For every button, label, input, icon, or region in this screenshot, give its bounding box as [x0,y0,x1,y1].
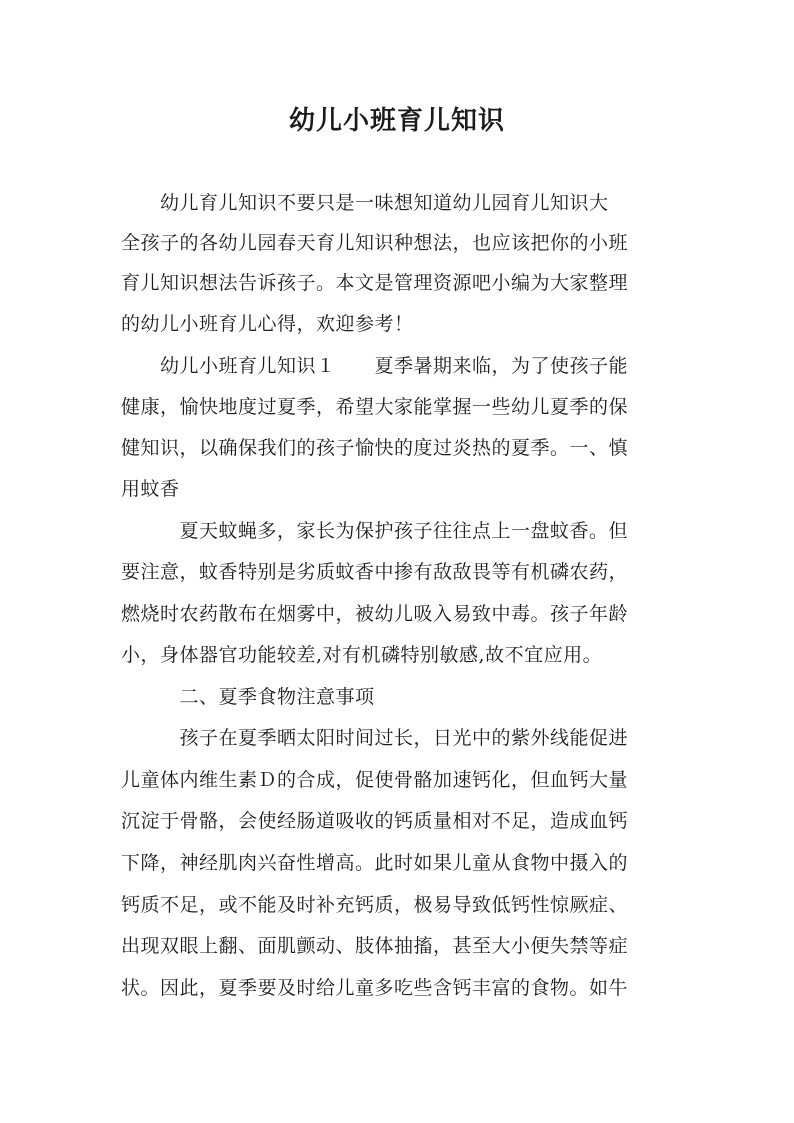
text-line: 幼儿小班育儿知识１ 夏季暑期来临，为了使孩子能 [121,355,629,377]
text-line: 幼儿育儿知识不要只是一味想知道幼儿园育儿知识大 [121,192,609,214]
text-line: 儿童体内维生素Ｄ的合成，促使骨骼加速钙化，但血钙大量 [121,769,629,791]
text-line: 小，身体器官功能较差,对有机磷特别敏感,故不宜应用。 [121,644,603,666]
text-line: 夏天蚊蝇多，家长为保护孩子往往点上一盘蚊香。但 [121,520,629,542]
text-line: 下降，神经肌肉兴奋性增高。此时如果儿童从食物中摄入的 [121,852,629,874]
text-line: 状。因此，夏季要及时给儿童多吃些含钙丰富的食物。如牛 [121,977,629,999]
text-line: 沉淀于骨骼，会使经肠道吸收的钙质量相对不足，造成血钙 [121,810,629,832]
text-line: 用蚊香 [121,478,180,500]
text-line: 健知识，以确保我们的孩子愉快的度过炎热的夏季。一、慎 [121,437,629,459]
text-line: 育儿知识想法告诉孩子。本文是管理资源吧小编为大家整理 [121,272,629,294]
text-line: 出现双眼上翻、面肌颤动、肢体抽搐，甚至大小便失禁等症 [121,935,629,957]
text-line: 的幼儿小班育儿心得，欢迎参考！ [121,313,414,335]
text-line: 孩子在夏季晒太阳时间过长，日光中的紫外线能促进 [121,727,629,749]
text-line: 钙质不足，或不能及时补充钙质，极易导致低钙性惊厥症、 [121,894,629,916]
text-line: 二、夏季食物注意事项 [121,686,375,708]
text-line: 健康，愉快地度过夏季，希望大家能掌握一些幼儿夏季的保 [121,396,629,418]
text-line: 全孩子的各幼儿园春天育儿知识种想法，也应该把你的小班 [121,232,629,254]
document-title: 幼儿小班育儿知识 [288,106,505,136]
text-line: 要注意，蚊香特别是劣质蚊香中掺有敌敌畏等有机磷农药， [121,561,629,583]
text-line: 燃烧时农药散布在烟雾中，被幼儿吸入易致中毒。孩子年龄 [121,603,629,625]
